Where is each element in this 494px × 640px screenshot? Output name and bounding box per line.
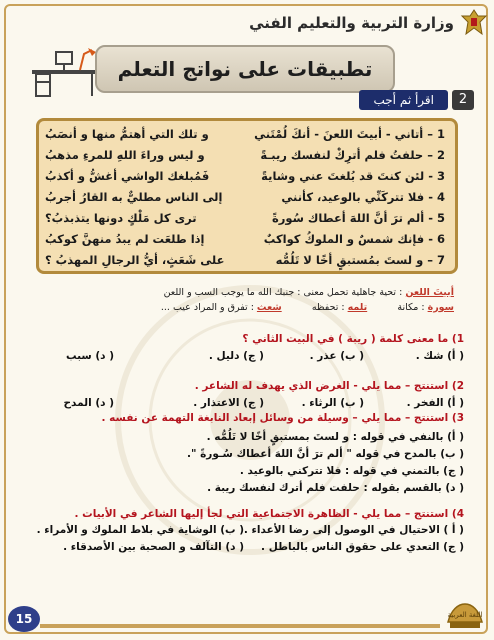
- answer-option[interactable]: ( أ) بالنفي في قوله : و لستَ بمستبقٍ أخًا لا تَلُمُّه .: [206, 431, 464, 443]
- verse-first-hemistich: 5 - ألم ترَ أنَّ اللهَ أعطاك سُورةً: [271, 211, 445, 225]
- verse-second-hemistich: ترى كل مَلْكٍ دونها يتذبذبُ؟: [45, 211, 197, 225]
- poem-box: [36, 118, 458, 274]
- answer-option[interactable]: ( ج) الاعتذار .: [193, 397, 264, 409]
- egypt-eagle-emblem-icon: [460, 8, 488, 38]
- footer-bar: [40, 624, 440, 628]
- verse-first-hemistich: 4 - فلا تتركَنِّي بالوعيد، كأنني: [281, 190, 445, 204]
- verse-first-hemistich: 2 – حلفتُ فلم أترِكْ لنفسك ريبـةً: [260, 148, 445, 162]
- answer-option[interactable]: ( ب) بالمدح في قوله " ألم ترَ أنَّ اللهَ أعطاك سُـورةً ".: [186, 448, 464, 460]
- ministry-title: وزارة التربية والتعليم الفني: [249, 14, 454, 32]
- page-number: 15: [8, 606, 40, 632]
- logo-text: اللغة العربية: [447, 611, 483, 619]
- answer-option[interactable]: ( ب) الوشاية في بلاط الملوك و الأمراء .: [36, 524, 244, 536]
- answer-option[interactable]: ( ج) التعدي على حقوق الناس بالباطل .: [261, 541, 464, 553]
- arabic-language-logo-icon: [444, 592, 486, 634]
- answer-option[interactable]: ( د) سبب: [65, 350, 114, 362]
- answer-option[interactable]: ( د) بالقسم بقوله : حلفت فلم أترك لنفسك ريبة .: [207, 482, 464, 494]
- verse-first-hemistich: 1 – أتاني - أبيتَ اللعنَ - أنكَ لُمْتَني: [254, 127, 445, 141]
- glossary-term: سورة: [427, 302, 454, 313]
- glossary-definition: : تحفظه: [311, 302, 348, 313]
- glossary-line: [164, 287, 454, 298]
- verse-row: [45, 169, 445, 189]
- verse-row: [45, 127, 445, 147]
- verse-second-hemistich: إلى الناس مطليٌّ به القارُ أجربُ: [45, 190, 223, 204]
- answer-option[interactable]: ( أ) شك .: [415, 350, 464, 362]
- verse-row: [45, 211, 445, 231]
- verse-second-hemistich: و تلك التي أهتمُّ منها و أنصَبُ: [45, 127, 209, 141]
- glossary-definition: : مكانة: [397, 302, 428, 313]
- page-banner: [95, 45, 395, 93]
- verse-first-hemistich: 3 - لئن كنتَ قد بُلغتَ عني وشايةً: [261, 169, 445, 183]
- verse-row: [45, 148, 445, 168]
- section-number: 2: [452, 90, 474, 110]
- verse-first-hemistich: 7 – و لستَ بمُستبقٍ أخًا لا تَلُمُّه: [275, 253, 445, 267]
- answer-option[interactable]: ( ج) دليل .: [208, 350, 264, 362]
- answer-option[interactable]: ( ب) الرثاء .: [301, 397, 364, 409]
- verse-row: [45, 232, 445, 252]
- answer-option[interactable]: ( أ) الفخر .: [406, 397, 464, 409]
- section-title: اقرأ ثم أجب: [359, 90, 448, 110]
- glossary-term: تلمه: [347, 302, 368, 313]
- answer-option[interactable]: ( ج) بالتمني في قوله : فلا تتركني بالوعيد .: [239, 465, 464, 477]
- glossary-term: أبيتَ اللعن: [405, 287, 454, 298]
- answer-option[interactable]: ( د) التآلف و الصحبة بين الأصدقاء .: [63, 541, 244, 553]
- answer-option[interactable]: ( د) المدح: [63, 397, 114, 409]
- desk-illustration-icon: [30, 40, 100, 98]
- banner-title: تطبيقات على نواتج التعلم: [117, 57, 373, 81]
- verse-second-hemistich: فَمُبلغك الواشي أغشُّ و أكذبُ: [45, 169, 210, 183]
- question-title: 3) استنتج – مما يلي – وسيلة من وسائل إبعاد النابغة التهمة عن نفسه .: [101, 412, 464, 424]
- answer-option[interactable]: ( أ ) الاحتيال في الوصول إلى رضا الأعداء .: [243, 524, 464, 536]
- verse-second-hemistich: على شَعَثٍ، أيُّ الرجالِ المهذبُ ؟: [45, 253, 225, 267]
- verse-second-hemistich: إذا طلعَت لم يبدُ منهنَّ كوكبُ: [45, 232, 205, 246]
- verse-first-hemistich: 6 - فإنك شمسٌ و الملوكُ كواكبٌ: [263, 232, 445, 246]
- question-title: 4) استنتج – مما يلي - الظاهرة الاجتماعية التي لجأ إليها الشاعر في الأبيات .: [74, 508, 464, 520]
- glossary-definition: : تحية جاهلية تحمل معنى : جنبك الله ما يوجب السب و اللعن: [163, 287, 406, 298]
- question-title: 1) ما معنى كلمة ( ريبة ) في البيت الثاني ؟: [242, 333, 464, 345]
- verse-row: [45, 190, 445, 210]
- glossary-line: [161, 302, 454, 313]
- answer-option[interactable]: ( ب) عذر .: [309, 350, 364, 362]
- verse-row: [45, 253, 445, 273]
- verse-second-hemistich: و ليس وراءَ اللهِ للمرءِ مذهبُ: [45, 148, 205, 162]
- section-header: [359, 90, 474, 110]
- glossary-term: شعث: [256, 302, 282, 313]
- question-title: 2) استنتج – مما يلي - الغرض الذي يهدف له الشاعر .: [194, 380, 464, 392]
- glossary-definition: : تفرق و المراد عيب ...: [160, 302, 257, 313]
